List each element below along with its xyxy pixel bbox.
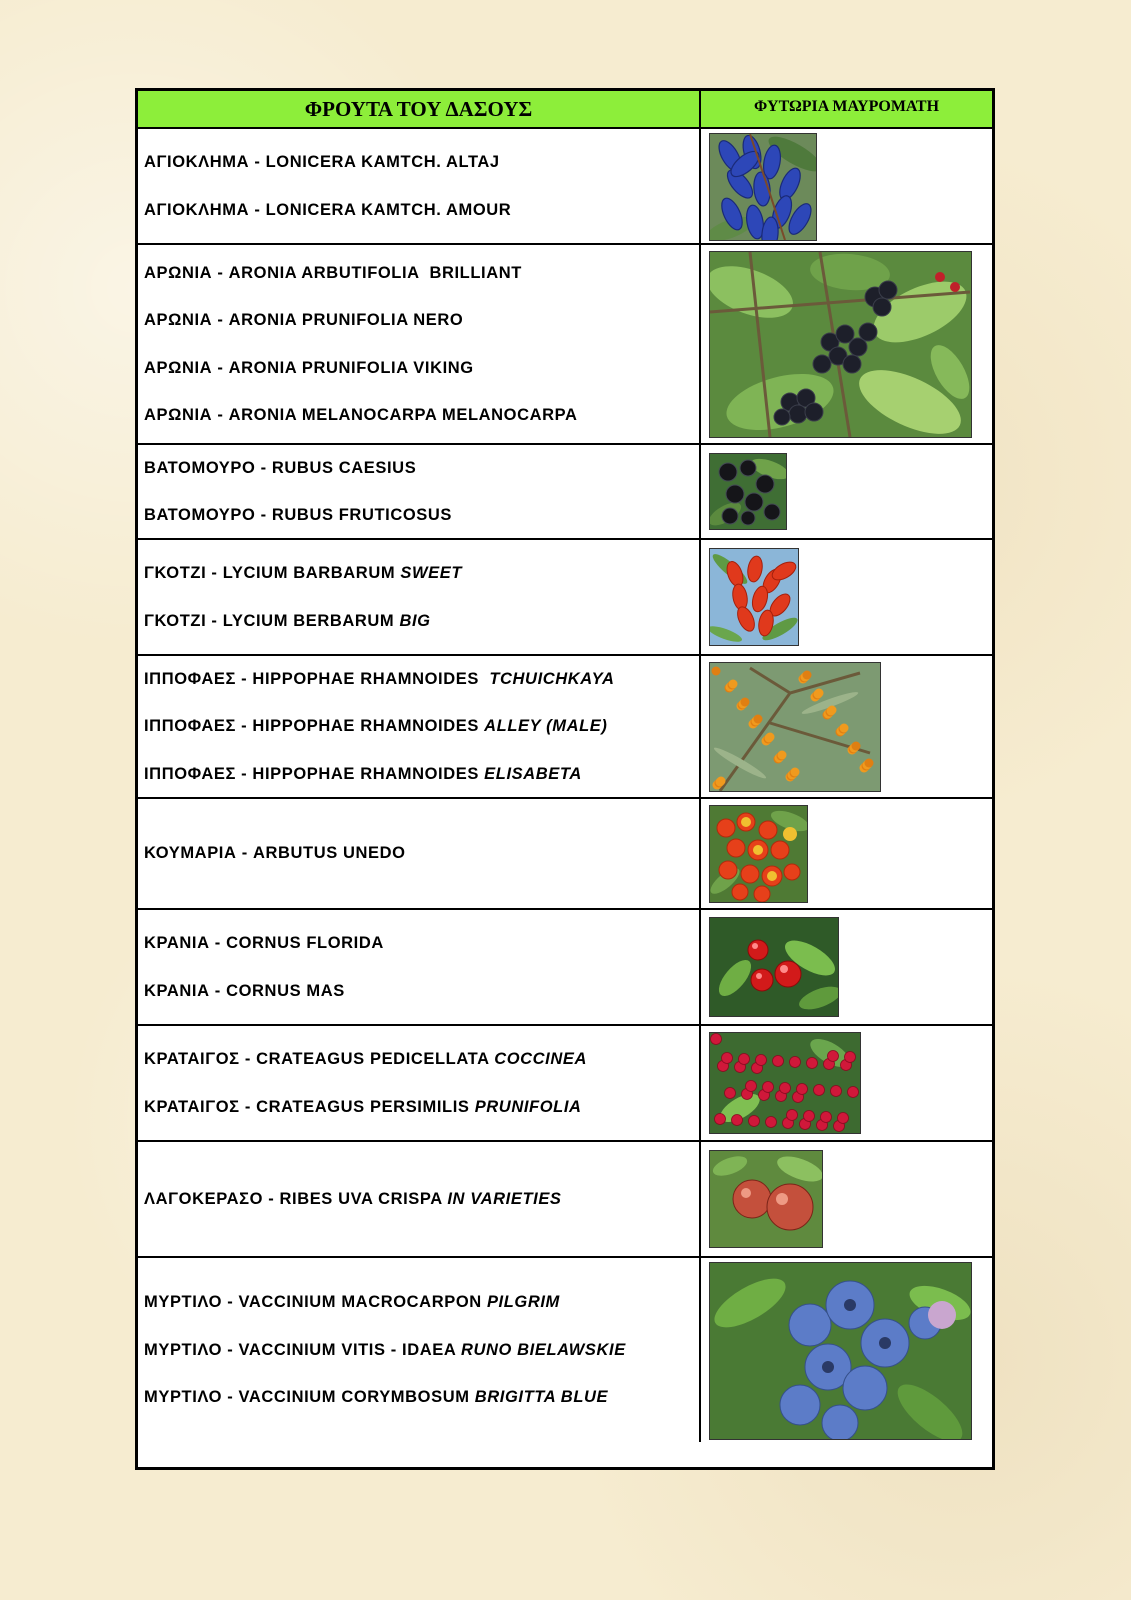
species-name: ΚΡΑΤΑΙΓΟΣ - CRATEAGUS PERSIMILIS [144, 1097, 475, 1116]
variety-name: SWEET [400, 564, 463, 582]
plant-name [144, 1342, 693, 1359]
plant-name [144, 460, 693, 477]
species-name: ΙΠΠΟΦΑΕΣ - HIPPOPHAE RHAMNOIDES [144, 764, 485, 783]
variety-name: IN VARIETIES [447, 1189, 562, 1208]
table-row-image [701, 445, 992, 540]
table-row-image [701, 1026, 992, 1142]
variety-name: PRUNIFOLIA [474, 1097, 582, 1116]
species-name: ΑΡΩΝΙΑ - ARONIA ARBUTIFOLIA BRILLIANT [144, 263, 522, 282]
species-name: ΒΑΤΟΜΟΥΡΟ - RUBUS CAESIUS [144, 458, 417, 477]
table-row-names [138, 1026, 701, 1142]
species-name: ΑΓΙΟΚΛΗΜΑ - LONICERA KAMTCH. AMOUR [144, 200, 512, 219]
species-name: ΚΡΑΝΙΑ - CORNUS FLORIDA [144, 934, 384, 952]
plant-name [144, 935, 693, 952]
sea-buckthorn-photo [709, 662, 881, 792]
variety-name: RUNO BIELAWSKIE [460, 1340, 626, 1359]
plant-name [144, 983, 693, 1000]
blueberry-photo [709, 1262, 972, 1440]
table-row-names [138, 129, 701, 245]
plant-name [144, 766, 693, 783]
goji-berries-photo [709, 548, 799, 646]
blackberry-photo [709, 453, 787, 530]
table-row-names [138, 445, 701, 540]
species-name: ΚΟΥΜΑΡΙΑ - ARBUTUS UNEDO [144, 844, 406, 863]
plant-name [144, 202, 693, 219]
plant-name [144, 718, 693, 735]
plant-name [144, 312, 693, 329]
table-row-names [138, 1258, 701, 1442]
plant-name [144, 565, 693, 582]
table-row-image [701, 799, 992, 910]
honeysuckle-berries-photo [709, 133, 817, 241]
table-row-names [138, 1142, 701, 1258]
plant-name [144, 613, 693, 630]
hawthorn-berries-photo [709, 1032, 861, 1134]
plant-name [144, 1051, 693, 1068]
strawberry-tree-photo [709, 805, 808, 903]
plant-name [144, 360, 693, 377]
table-row-image [701, 540, 992, 656]
variety-name: BIG [399, 611, 431, 630]
species-name: ΑΡΩΝΙΑ - ARONIA PRUNIFOLIA NERO [144, 311, 464, 329]
species-name: ΓΚΟΤΖΙ - LYCIUM BERBARUM [144, 611, 400, 630]
plant-name [144, 407, 693, 424]
table-row-names [138, 656, 701, 799]
species-name: ΑΡΩΝΙΑ - ARONIA MELANOCARPA MELANOCARPA [144, 406, 578, 424]
plant-name [144, 265, 693, 282]
species-name: ΚΡΑΝΙΑ - CORNUS MAS [144, 981, 345, 1000]
variety-name: COCCINEA [494, 1050, 588, 1068]
species-name: ΑΓΙΟΚΛΗΜΑ - LONICERA KAMTCH. ALTAJ [144, 153, 500, 171]
table-row-names [138, 910, 701, 1026]
species-name: ΜΥΡΤΙΛΟ - VACCINIUM VITIS - IDAEA [144, 1340, 461, 1359]
table-row-names [138, 799, 701, 910]
gooseberry-photo [709, 1150, 823, 1248]
plant-name [144, 1099, 693, 1116]
species-name: ΙΠΠΟΦΑΕΣ - HIPPOPHAE RHAMNOIDES [144, 669, 490, 688]
table-row-image [701, 1258, 992, 1442]
cornelian-cherry-photo [709, 917, 839, 1017]
species-name: ΓΚΟΤΖΙ - LYCIUM BARBARUM [144, 564, 401, 582]
table-row-image [701, 129, 992, 245]
species-name: ΒΑΤΟΜΟΥΡΟ - RUBUS FRUTICOSUS [144, 506, 453, 524]
table-row-names [138, 245, 701, 445]
species-name: ΑΡΩΝΙΑ - ARONIA PRUNIFOLIA VIKING [144, 358, 474, 377]
table-row-image [701, 910, 992, 1026]
variety-name: ELISABETA [484, 764, 582, 783]
plant-name [144, 154, 693, 171]
plant-name [144, 845, 693, 862]
plant-name [144, 1294, 693, 1311]
species-name: ΚΡΑΤΑΙΓΟΣ - CRATEAGUS PEDICELLATA [144, 1050, 495, 1068]
variety-name: PILGRIM [486, 1293, 560, 1312]
plant-name [144, 671, 693, 688]
variety-name: TCHUICHKAYA [489, 669, 615, 688]
species-name: ΛΑΓΟΚΕΡΑΣΟ - RIBES UVA CRISPA [144, 1189, 448, 1208]
variety-name: BRIGITTA BLUE [474, 1388, 609, 1407]
species-name: ΜΥΡΤΙΛΟ - VACCINIUM CORYMBOSUM [144, 1388, 475, 1407]
plant-name [144, 507, 693, 524]
nursery-name: ΦΥΤΩΡΙΑ ΜΑΥΡΟΜΑΤΗ [701, 91, 992, 129]
fruit-catalog-table [135, 88, 995, 1470]
plant-name [144, 1389, 693, 1406]
aronia-berries-photo [709, 251, 972, 438]
table-row-image [701, 656, 992, 799]
species-name: ΜΥΡΤΙΛΟ - VACCINIUM MACROCARPON [144, 1293, 487, 1312]
table-title: ΦΡΟΥΤΑ ΤΟΥ ΔΑΣΟΥΣ [138, 91, 701, 129]
species-name: ΙΠΠΟΦΑΕΣ - HIPPOPHAE RHAMNOIDES [144, 717, 485, 736]
table-row-image [701, 1142, 992, 1258]
table-row-image [701, 245, 992, 445]
plant-name [144, 1191, 693, 1208]
variety-name: ALLEY (MALE) [484, 717, 608, 736]
table-row-names [138, 540, 701, 656]
